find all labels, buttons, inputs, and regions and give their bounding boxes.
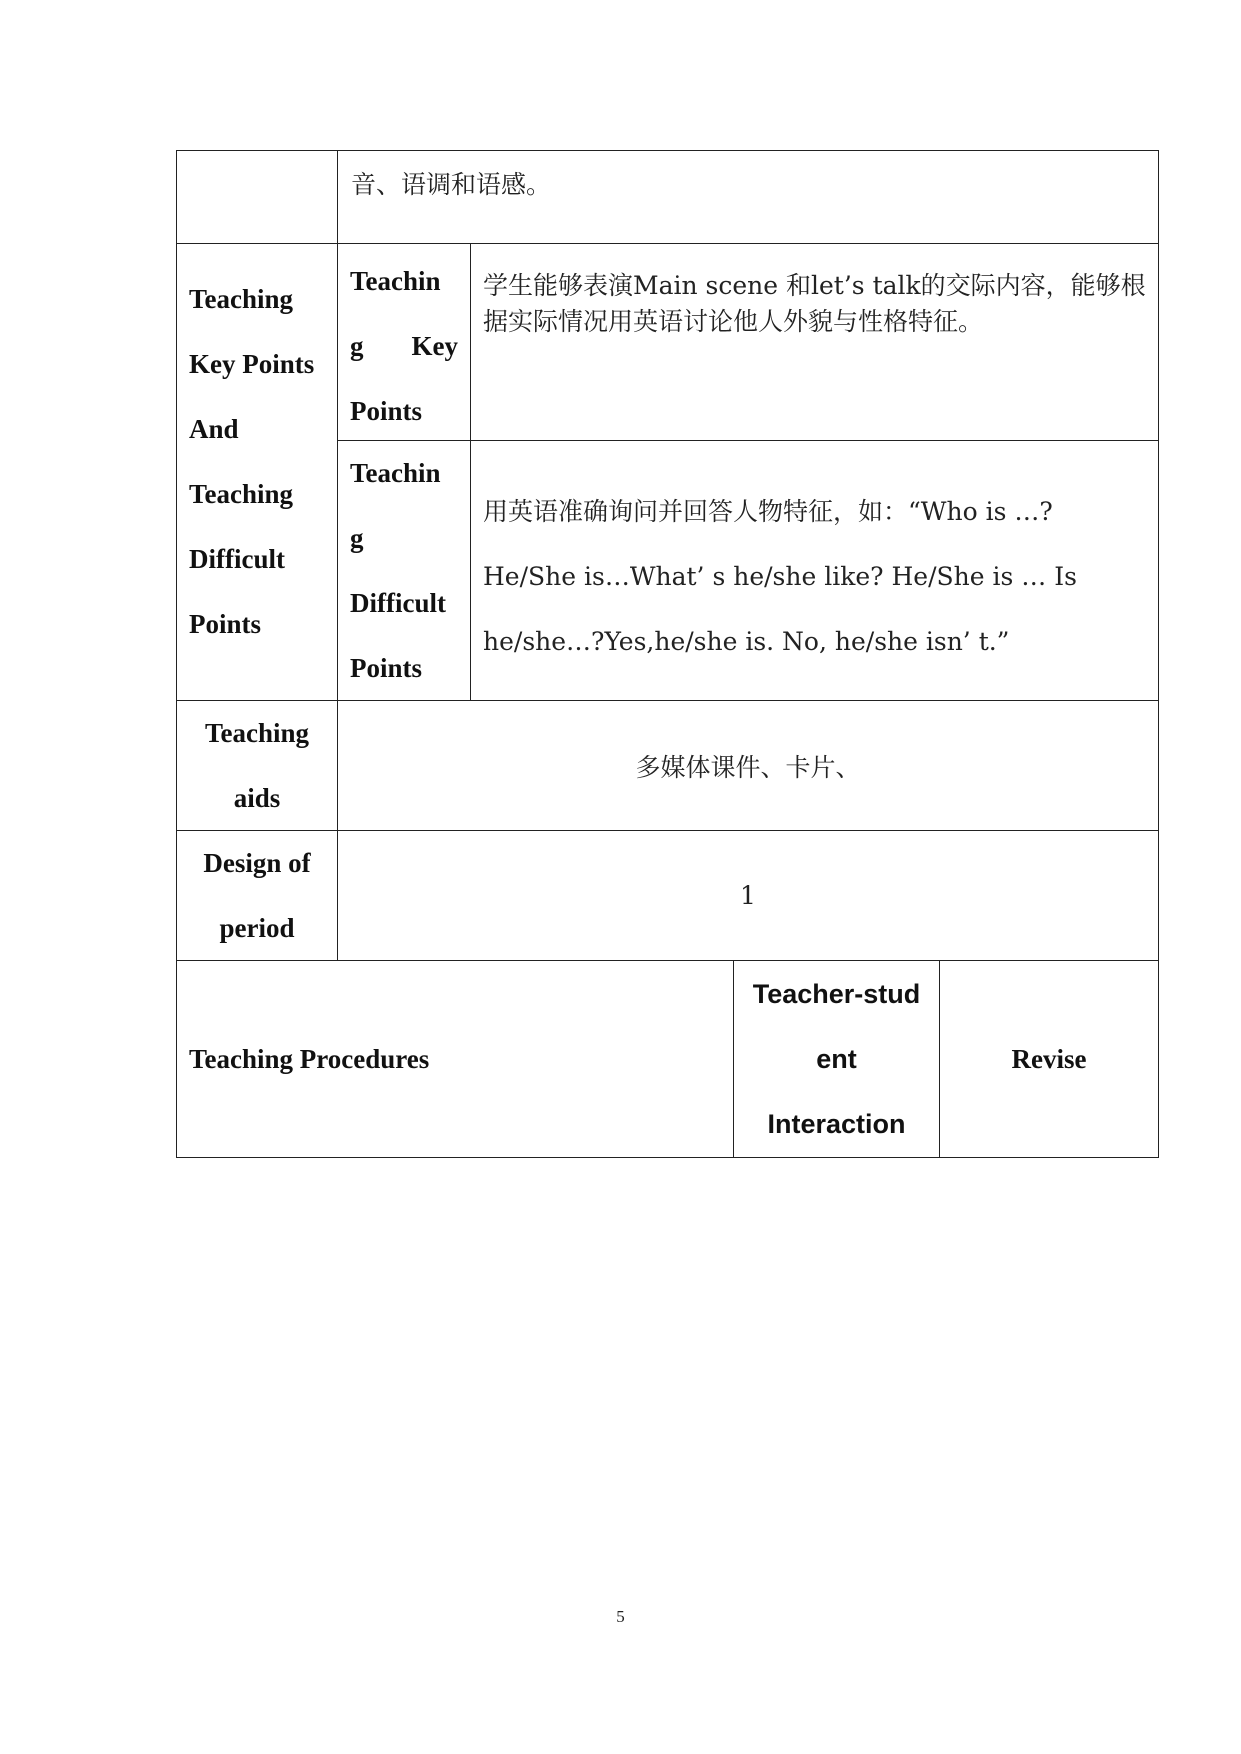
procedures-label: Teaching Procedures [189,1043,430,1074]
key-points-sublabel-word: Key [411,331,458,361]
key-points-label-line: Teaching [189,284,294,314]
key-points-content-text: 学生能够表演Main scene 和let’s talk的交际内容，能够根据实际情况用英语讨论他人外貌与性格特征。 [483,271,1146,336]
key-points-sublabel-word: g [350,331,364,361]
key-points-sublabel-line: Teachin [350,266,441,296]
difficult-points-sublabel-line: Difficult [350,588,446,618]
key-points-label-line: Points [189,609,262,639]
difficult-points-sublabel-line: Teachin [350,458,441,488]
revise-header: Revise [1011,1043,1087,1074]
design-value-cell [337,830,1159,961]
procedures-label-cell [176,960,734,1158]
key-points-sublabel-cell [337,243,471,441]
empty-label-cell [176,150,338,244]
revise-header-cell [939,960,1159,1158]
page-number: 5 [616,1607,625,1626]
aids-value-cell [337,700,1159,831]
continuation-text: 音、语调和语感。 [351,170,552,199]
interaction-header-line: Interaction [767,1109,906,1139]
design-value: 1 [740,881,756,910]
continuation-cell [337,150,1159,244]
key-points-label-line: And [189,414,239,444]
interaction-header-line: Teacher-stud [752,979,921,1009]
lesson-plan-table [176,150,1159,1158]
key-points-sublabel-justified [350,314,458,379]
aids-value: 多媒体课件、卡片、 [635,752,861,782]
aids-label-cell [176,700,338,831]
aids-label-line: aids [233,783,281,813]
interaction-header-cell [733,960,940,1158]
interaction-header-line: ent [816,1044,857,1074]
difficult-points-content-cell [470,440,1159,701]
difficult-points-content-line: 用英语准确询问并回答人物特征，如：“Who is …? [483,497,1053,526]
design-label-line: Design of [203,848,311,878]
difficult-points-content-line: he/she…?Yes,he/she is. No, he/she isn’ t.” [483,627,1010,656]
aids-label-line: Teaching [204,718,310,748]
design-label-line: period [219,913,295,943]
design-label-cell [176,830,338,961]
key-points-label-line: Teaching [189,479,294,509]
key-points-content-cell [470,243,1159,441]
difficult-points-sublabel-line: Points [350,653,423,683]
key-points-label-line: Difficult [189,544,285,574]
key-points-sublabel-line: Points [350,396,423,426]
key-points-label-line: Key Points [189,349,315,379]
key-points-label-cell [176,243,338,701]
difficult-points-sublabel-line: g [350,523,364,553]
difficult-points-sublabel-cell [337,440,471,701]
difficult-points-content-line: He/She is…What’ s he/she like? He/She is … Is [483,562,1077,591]
